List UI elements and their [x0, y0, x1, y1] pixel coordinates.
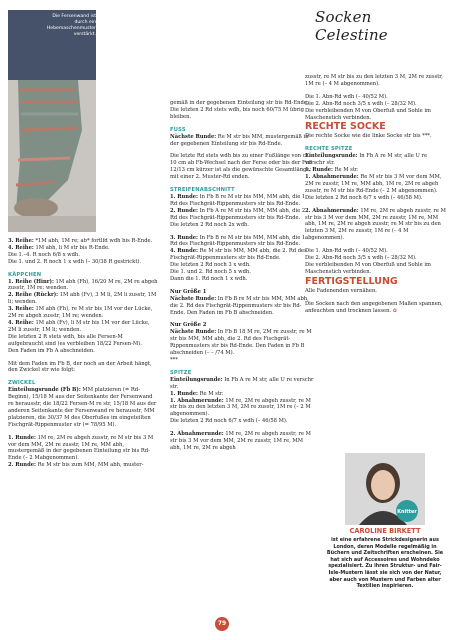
- heading-streifenabschnitt: STREIFENABSCHNITT: [170, 187, 235, 194]
- instruction: Die verbleibenden M von Oberfuß und Sohle im Maschenstich verbinden.: [305, 107, 431, 121]
- instruction: 1. Runde: Re M str.: [170, 390, 224, 397]
- instruction: Alle Fadenenden vernähen.: [305, 287, 377, 294]
- photo-caption: Die Fersenwand ist durch ein Hebemaschenmuster verstärkt.: [46, 14, 96, 37]
- instruction: Die letzten 2 R stets wdh, bis alle Fersen-M aufgebraucht sind (es verbleiben 18/22 Fersen-M).: [8, 333, 142, 347]
- instruction: 1. Runde: In Fb B re M str bis MM, MM abh, die 1. Rd des Fischgrät-Rippenmusters str bis Rd-Ende.: [170, 193, 307, 207]
- instruction: Einteilungsrunde: In Fb A re M str, alle U re verschr str.: [305, 153, 428, 167]
- instruction: 1. Abnahmerunde: 1M re, 2M re abgeh zusstr, re M str bis zu den letzten 3 M, 2M re zusstr, 1M re (– 2 M abgenommen).: [170, 397, 311, 418]
- heading-kaeppchen: KÄPPCHEN: [8, 271, 42, 278]
- instruction: Nur Größe 2: [170, 322, 207, 329]
- column-3: [305, 74, 447, 314]
- instruction: 2. Runde: Re M str bis zum MM, MM abh, muster-: [8, 462, 144, 469]
- instruction: Die letzten 2 Rd noch 3 x wdh.: [170, 262, 251, 269]
- instruction: 1. Runde: Re M str.: [305, 167, 359, 174]
- instruction: Die rechte Socke wie die linke Socke str bis ***.: [305, 133, 432, 140]
- instruction: Die 1. Abn-Rd wdh (– 40/52 M).: [305, 248, 388, 255]
- instruction: Die letzten 2 Rd noch 6/7 x wdh (– 46/58 M).: [170, 418, 288, 425]
- instruction: Mit dem Faden im Fb B, der noch an der Arbeit hängt, den Zwickel str wie folgt:: [8, 360, 152, 374]
- instruction: 1. Reihe (Hinr): 1M abh (Fh), 16/20 M re, 2M re abgeh zusstr, 1M re; wenden.: [8, 278, 158, 292]
- page-number: 79: [215, 617, 229, 631]
- instruction: Einteilungsrunde: In Fb A re M str, alle U re verschr str.: [170, 376, 314, 390]
- instruction: Die 2. Abn-Rd noch 3/5 x wdh (– 28/32 M).: [305, 100, 417, 107]
- end-mark: ✿: [392, 307, 398, 314]
- instruction: 3. Runde: In Fb B re M str bis MM, MM abh, die 1. Rd des Fischgrät-Rippenmusters str bis Rd-Ende.: [170, 234, 307, 248]
- heading-rechte-spitze: RECHTE SPITZE: [305, 146, 353, 153]
- instruction: 3. Reihe: *1M abh, 1M re; ab* fortlfd wdh bis R-Ende.: [8, 238, 153, 244]
- instruction: Nächste Runde: Re M str bis MM, mustergemäß in der gegebenen Einteilung str bis Rd-Ende.: [170, 133, 309, 147]
- instruction: Den Faden im Fb A abschneiden.: [8, 347, 95, 354]
- instruction: Dann die 1. Rd noch 1 x wdh.: [170, 275, 248, 282]
- instruction: Die 1. und 2. Rd noch 5 x wdh.: [170, 269, 251, 276]
- instruction: Nächste Runde: In Fb B 18 M re, 2M re zusstr, re M str bis MM, MM abh, die 2. Rd des Fischgrät-Rippenmusters str bis Rd-Ende. Den Faden in Fb B abschneiden (– – /74 M).: [170, 329, 312, 357]
- column-2: [170, 100, 315, 452]
- heading-zwickel: ZWICKEL: [8, 380, 36, 387]
- instruction: Die letzten 2 Rd stets wdh, bis noch 60/75 M übrig bleiben.: [170, 106, 304, 120]
- instruction: Die 1. und 2. R noch 1 x wdh (– 30/38 R gestrickt).: [8, 258, 142, 265]
- instruction: Die 1. Abn-Rd wdh (– 40/52 M).: [305, 93, 388, 100]
- instruction: 4. Reihe: 1M abh (Fv), li M str bis 1M vor der Lücke, 2M li zusstr, 1M li; wenden.: [8, 319, 150, 333]
- instruction: 3. Reihe: 1M abh (Fh), re M str bis 1M vor der Lücke, 2M re abgeh zusstr, 1M re; wenden.: [8, 306, 153, 320]
- instruction: Die letzten 2 Rd noch 2x wdh.: [170, 221, 250, 228]
- instruction: ***: [170, 357, 178, 363]
- instruction: Die 1.–4. R noch 6/8 x wdh.: [8, 251, 80, 258]
- instruction: 1. Runde: 1M re, 2M re abgeh zusstr, re M str bis 3 M vor dem MM, 2M re zusstr, 1M re, MM abh, mustergemäß in der gegebenen Einteilung str bis Rd-Ende (– 2 Mabgenommen).: [8, 434, 154, 462]
- author-photo: [345, 453, 425, 525]
- heading-fertigstellung: FERTIGSTELLUNG: [305, 275, 398, 287]
- instruction: Die letzte Rd stets wdh bis zu einer Fußlänge von ca. 10 cm ab Fb-Wechsel nach der Ferse oder bis der Fuß 12/13 cm kürzer ist als die gewünschte Gesamtlänge; mit einer 2. Muster-Rd enden.: [170, 153, 313, 181]
- instruction: 2. Reihe (Rückr): 1M abh (Fv), 3 M li, 2M li zusstr, 1M li; wenden.: [8, 292, 157, 306]
- instruction: Nächste Runde: In Fb B re M str bis MM, MM abh, die 2. Rd des Fischgrät-Rippenmusters str bis Rd-Ende. Den Faden im Fb B abschneiden.: [170, 295, 309, 316]
- instruction: 1. Abnahmerunde: Re M str bis 3 M vor dem MM, 2M re zusstr, 1M re, MM abh, 1M re, 2M re abgeh zusstr, re M str bis Rd-Ende (– 2 M abgenommen).: [305, 173, 442, 194]
- instruction: Die letzten 2 Rd noch 6/7 x wdh (– 46/58 M).: [305, 194, 423, 201]
- sock-photo: [8, 10, 96, 232]
- page-title: Socken Celestine: [315, 8, 388, 44]
- instruction: Einteilungsrunde (Fb B): MM platzieren (= Rd-Beginn), 15/18 M aus der Seitenkante der Fersenwand re herausstr, die 18/22 Fersen-M re str, 15/18 M aus der anderen Seitenkante der Fersenwand re herausstr, MM platzieren, die 30/37 M des Oberfußes im eingeteilten Fischgrät-Rippenmuster str (= 78/95 M).: [8, 387, 157, 428]
- instruction: Die verbleibenden M von Oberfuß und Sohle im Maschenstich verbinden.: [305, 261, 431, 275]
- instruction: gemäß in der gegebenen Einteilung str bis Rd-Ende.: [170, 100, 309, 106]
- author-bio: ist eine erfahrene Strickdesignerin aus London, deren Modelle regelmäßig in Büchern und Zeitschriften erscheinen. Sie hat sich auf Accessoires und Wohndeko spezialisiert. Zu ihren Struktur- und Fair-Isle-Mustern lässt sie sich von der Natur, aber auch von Mustern und Farben alter Textilien inspirieren.: [326, 537, 444, 590]
- heading-fuss: FUSS: [170, 126, 186, 133]
- sock-photo-illustration: [8, 10, 96, 232]
- instruction: zusstr, re M str bis zu den letzten 3 M, 2M re zusstr, 1M re (– 4 M abgenommen).: [305, 74, 443, 87]
- author-badge: Knitter: [397, 509, 417, 515]
- instruction: 4. Runde: Re M str bis MM, MM abh, die 2. Rd des Fischgrät-Rippenmusters str bis Rd-Ende.: [170, 248, 307, 262]
- instruction: Die Socken nach den angegebenen Maßen spannen, anfeuchten und trocknen lassen. ✿: [305, 300, 443, 314]
- author-portrait: [345, 453, 425, 525]
- instruction: 2. Abnahmerunde: 1M re, 2M re abgeh zusstr, re M str bis 3 M vor dem MM, 2M re zusstr, 1M re, MM abh, 1M re, 2M re abgeh: [170, 431, 311, 451]
- instruction: 4. Reihe: 1M abh, li M str bis R-Ende.: [8, 244, 110, 251]
- instruction: Nur Größe 1: [170, 288, 207, 295]
- instruction: 2. Runde: In Fb A re M str bis MM, MM abh, die 2. Rd des Fischgrät-Rippenmusters str bis Rd-Ende.: [170, 207, 307, 221]
- instruction: Die 2. Abn-Rd noch 3/5 x wdh (– 28/32 M).: [305, 255, 417, 262]
- author-name: CAROLINE BIRKETT: [349, 527, 421, 535]
- instruction: 2. Abnahmerunde: 1M re, 2M re abgeh zusstr, re M str bis 3 M vor dem MM, 2M re zusstr, 1M re, MM abh, 1M re, 2M re abgeh zusstr, re M str bis zu den letzten 3 M, 2M re zusstr, 1M re (– 4 M abgenommen).: [305, 207, 446, 242]
- heading-rechte-socke: RECHTE SOCKE: [305, 121, 386, 133]
- heading-spitze: SPITZE: [170, 369, 192, 376]
- column-1: [8, 238, 158, 469]
